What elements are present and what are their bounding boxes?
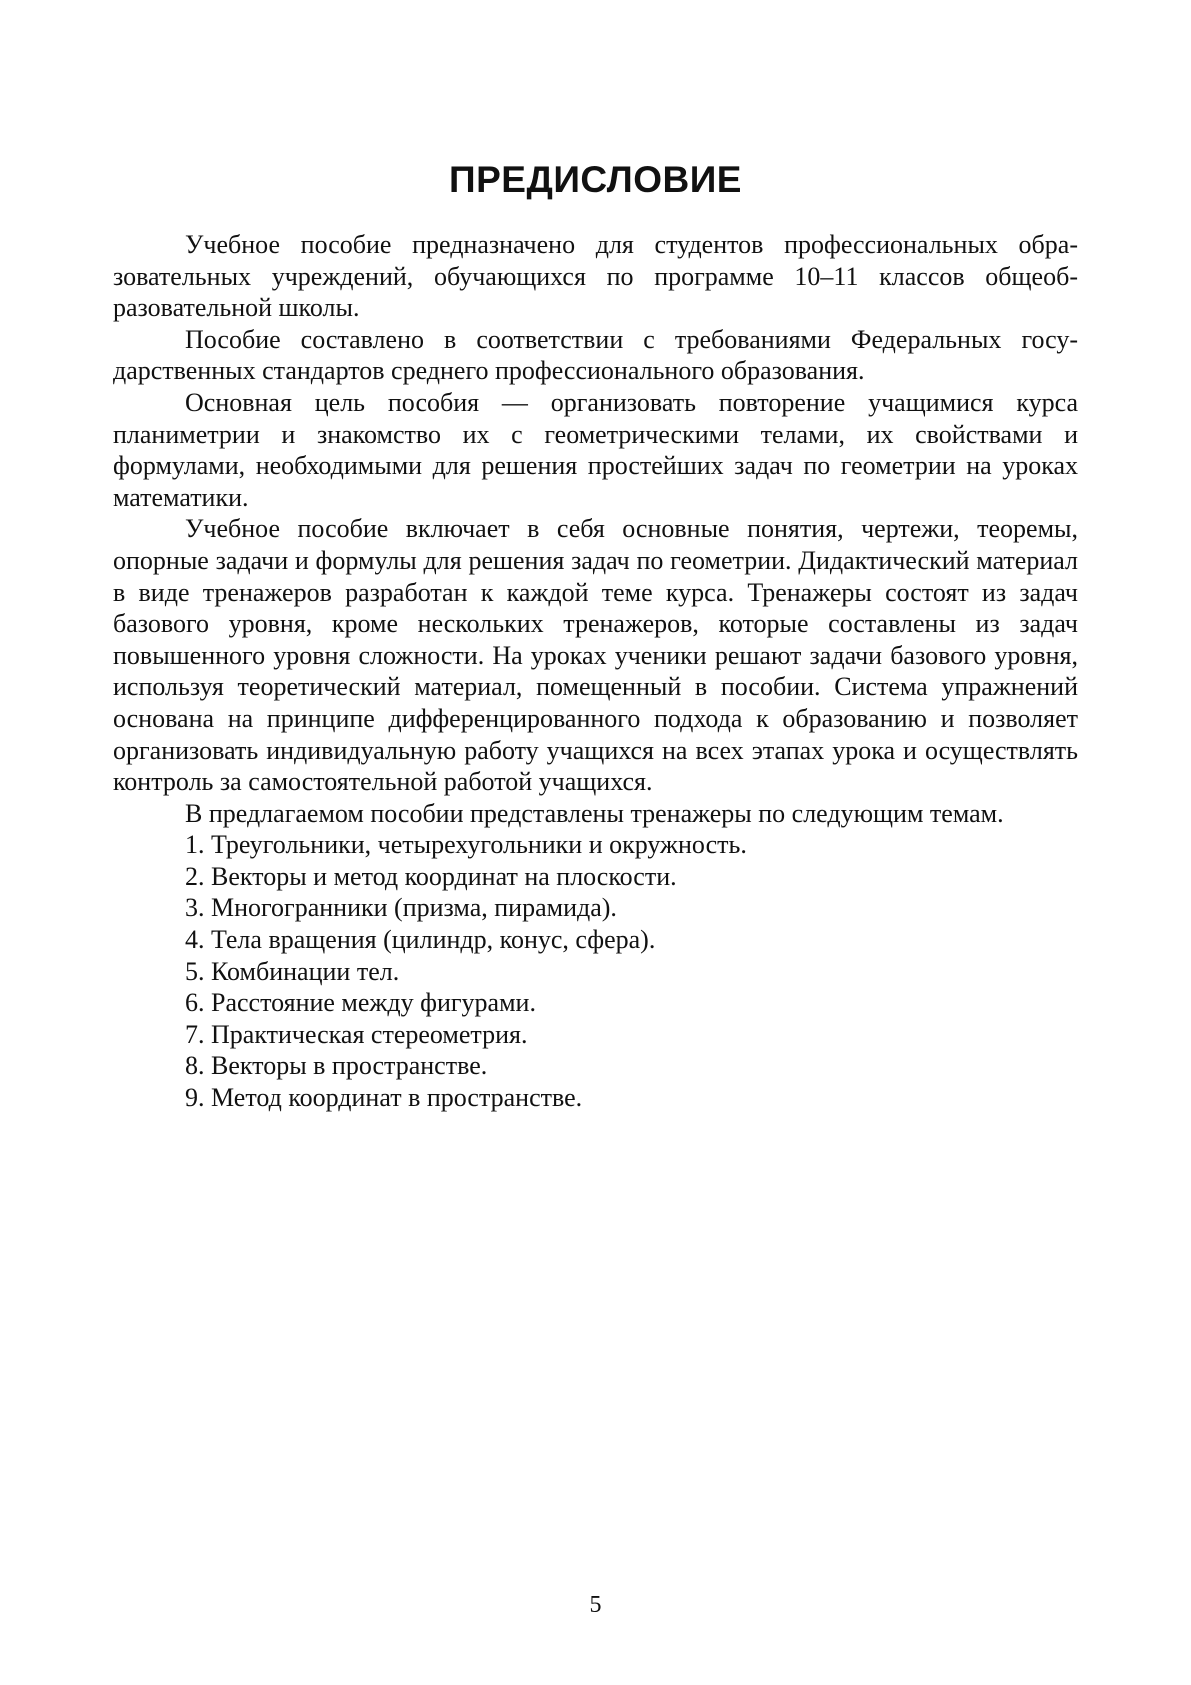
paragraph-standards: Пособие составлено в соответствии с требованиями Федеральных государственных стандартов среднего профессионального образования. (113, 324, 1078, 386)
paragraph-topics-intro: В предлагаемом пособии представлены тренажеры по следующим темам. (185, 798, 1004, 828)
list-item: 6. Расстояние между фигурами. (185, 988, 536, 1018)
list-item: 5. Комбинации тел. (185, 956, 400, 986)
list-item: 3. Многогранники (призма, пирамида). (185, 893, 617, 923)
list-item: 7. Практическая стереометрия. (185, 1019, 528, 1049)
paragraph-goal: Основная цель пособия — организовать повторение учащимися курса планиметрии и знакомство их с геометрическими телами, их свойствами и формулами, необходимыми для решения простейших задач по геометрии на уроках математики. (113, 387, 1078, 512)
list-item: 9. Метод координат в пространстве. (185, 1083, 583, 1113)
page-number: 5 (589, 1592, 602, 1618)
list-item: 4. Тела вращения (цилиндр, конус, сфера). (185, 925, 656, 955)
page-title: ПРЕДИСЛОВИЕ (449, 159, 742, 200)
body-text (113, 229, 1078, 1114)
paragraph-purpose: Учебное пособие предназначено для студентов профессиональных образовательных учреждений, обучающихся по программе 10–11 классов общеобразовательной школы. (113, 230, 1078, 323)
paragraph-contents: Учебное пособие включает в себя основные понятия, чертежи, теоремы, опорные задачи и формулы для решения задач по геометрии. Дидактический материал в виде тренажеров разработан к каждой теме курса. Тренажеры состоят из задач базового уровня, кроме нескольких тренажеров, которые составлены из задач повышенного уровня сложности. На уроках ученики решают задачи базового уровня, используя теоретический материал, помещенный в пособии. Система упражнений основана на принципе дифференцированного подхода к образованию и позволяет организовать индивидуальную работу учащихся на всех этапах урока и осуществлять контроль за самостоятельной работой учащихся. (113, 514, 1078, 797)
list-item: 2. Векторы и метод координат на плоскости. (185, 861, 677, 891)
topics-list (113, 829, 1078, 1113)
list-item: 8. Векторы в пространстве. (185, 1051, 488, 1081)
list-item: 1. Треугольники, четырехугольники и окружность. (185, 830, 747, 860)
